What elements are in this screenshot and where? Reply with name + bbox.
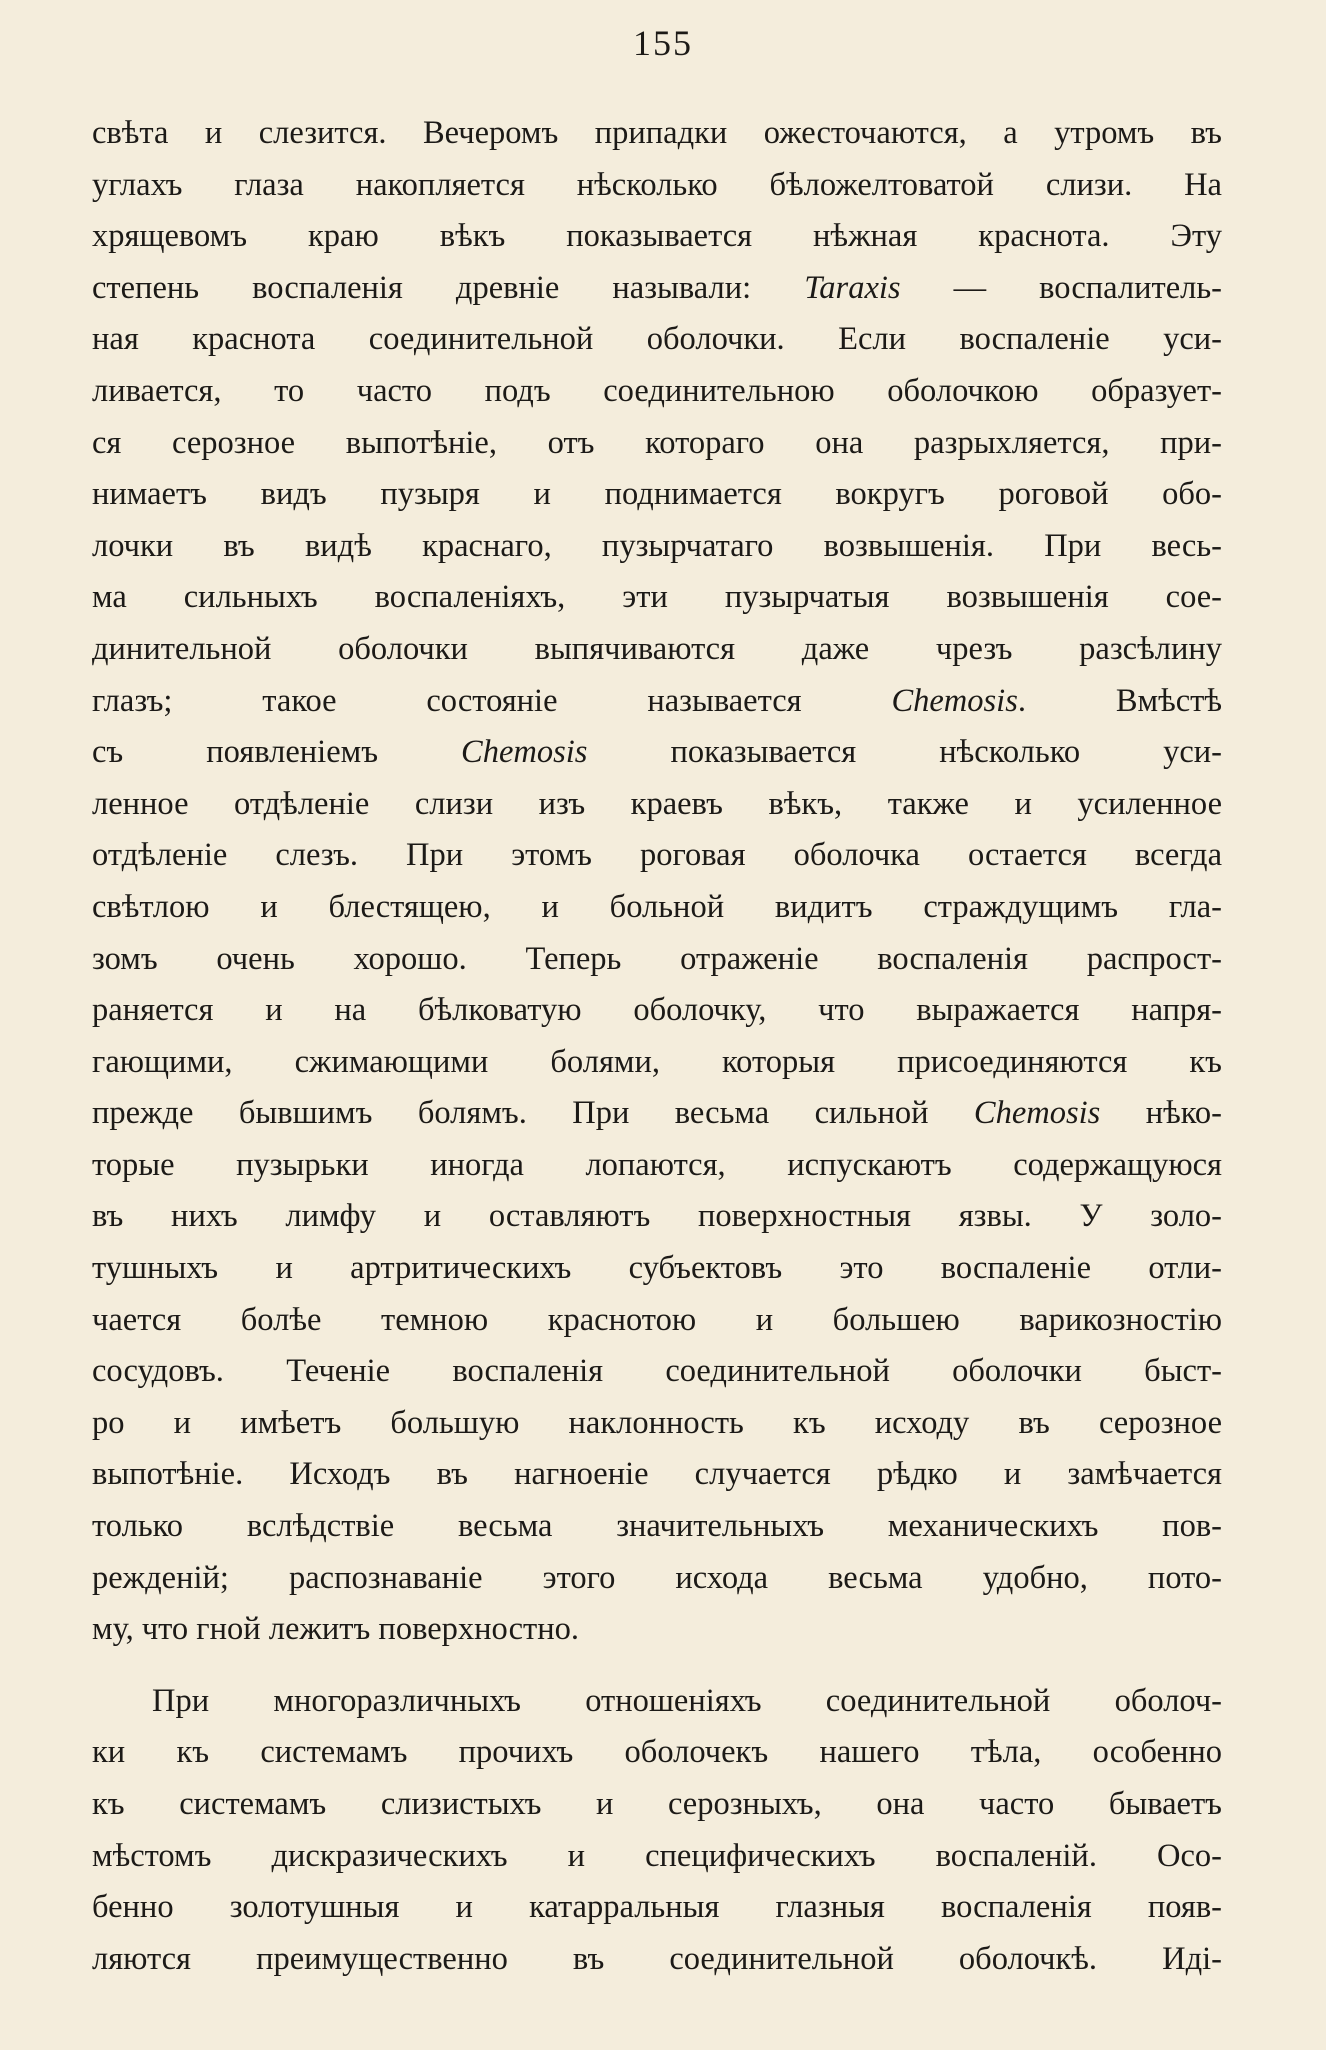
text-line: свѣта и слезится. Вечеромъ припадки ожесточаются, а утромъ въ xyxy=(92,115,1222,151)
text-line: глазъ; такое состояніе называется Chemosis. Вмѣстѣ xyxy=(92,682,1222,719)
text-line: съ появленіемъ Chemosis показывается нѣсколько уси- xyxy=(92,734,1222,771)
text-line: къ системамъ слизистыхъ и серозныхъ, она часто бываетъ xyxy=(92,1786,1222,1822)
text-line: выпотѣніе. Исходъ въ нагноеніе случается рѣдко и замѣчается xyxy=(92,1456,1222,1493)
latin-term: Chemosis xyxy=(461,734,588,771)
text-line: тушныхъ и артритическихъ субъектовъ это воспаленіе отли- xyxy=(92,1250,1222,1287)
text-line: прежде бывшимъ болямъ. При весьма сильной Chemosis нѣко- xyxy=(92,1095,1222,1132)
text-line: ливается, то часто подъ соединительною оболочкою образует- xyxy=(92,372,1222,409)
body-text xyxy=(92,108,1222,1985)
paragraph-spacer xyxy=(92,1656,1222,1676)
text-line: отдѣленіе слезъ. При этомъ роговая оболочка остается всегда xyxy=(92,837,1222,874)
text-line: углахъ глаза накопляется нѣсколько бѣложелтоватой слизи. На xyxy=(92,166,1222,203)
text-line: ро и имѣетъ большую наклонность къ исходу въ серозное xyxy=(92,1404,1222,1441)
text-line: ма сильныхъ воспаленіяхъ, эти пузырчатыя возвышенія сое- xyxy=(92,579,1222,616)
text-line: ляются преимущественно въ соединительной оболочкѣ. Иді- xyxy=(92,1940,1222,1977)
text-line: мѣстомъ дискразическихъ и специфическихъ воспаленій. Осо- xyxy=(92,1837,1222,1874)
text-line: лочки въ видѣ краснаго, пузырчатаго возвышенія. При весь- xyxy=(92,527,1222,564)
text-line: раняется и на бѣлковатую оболочку, что выражается напря- xyxy=(92,992,1222,1029)
page-number: 155 xyxy=(633,23,693,63)
text-line: нимаетъ видъ пузыря и поднимается вокругъ роговой обо- xyxy=(92,476,1222,513)
text-line: сосудовъ. Теченіе воспаленія соединительной оболочки быст- xyxy=(92,1353,1222,1390)
paragraph-1 xyxy=(92,108,1222,1656)
latin-term: Taraxis xyxy=(804,269,901,306)
latin-term: Chemosis xyxy=(891,682,1018,719)
text-line: только вслѣдствіе весьма значительныхъ механическихъ пов- xyxy=(92,1508,1222,1545)
text-line: режденій; распознаваніе этого исхода весьма удобно, пото- xyxy=(92,1559,1222,1596)
text-line: ся серозное выпотѣніе, отъ котораго она разрыхляется, при- xyxy=(92,424,1222,461)
text-line: динительной оболочки выпячиваются даже чрезъ разсѣлину xyxy=(92,630,1222,667)
text-line: бенно золотушныя и катарральныя глазныя воспаленія появ- xyxy=(92,1889,1222,1926)
text-line: гающими, сжимающими болями, которыя присоединяются къ xyxy=(92,1043,1222,1080)
text-line: ки къ системамъ прочихъ оболочекъ нашего тѣла, особенно xyxy=(92,1734,1222,1771)
text-line: му, что гной лежитъ поверхностно. xyxy=(92,1611,579,1648)
text-line: степень воспаленія древніе называли: Taraxis — воспалитель- xyxy=(92,269,1222,306)
paragraph-2 xyxy=(92,1676,1222,1986)
text-line: зомъ очень хорошо. Теперь отраженіе воспаленія распрост- xyxy=(92,940,1222,977)
text-line: въ нихъ лимфу и оставляютъ поверхностныя язвы. У золо- xyxy=(92,1198,1222,1235)
latin-term: Chemosis xyxy=(973,1095,1101,1132)
text-line: чается болѣе темною краснотою и большею варикозностію xyxy=(92,1301,1222,1338)
text-line: торые пузырьки иногда лопаются, испускаютъ содержащуюся xyxy=(92,1146,1222,1183)
text-line: ная краснота соединительной оболочки. Если воспаленіе уси- xyxy=(92,321,1222,358)
text-line: хрящевомъ краю вѣкъ показывается нѣжная краснота. Эту xyxy=(92,218,1222,255)
text-line: свѣтлою и блестящею, и больной видитъ страждущимъ гла- xyxy=(92,888,1222,925)
text-line: ленное отдѣленіе слизи изъ краевъ вѣкъ, также и усиленное xyxy=(92,785,1222,822)
text-line: При многоразличныхъ отношеніяхъ соединительной оболоч- xyxy=(152,1682,1222,1719)
